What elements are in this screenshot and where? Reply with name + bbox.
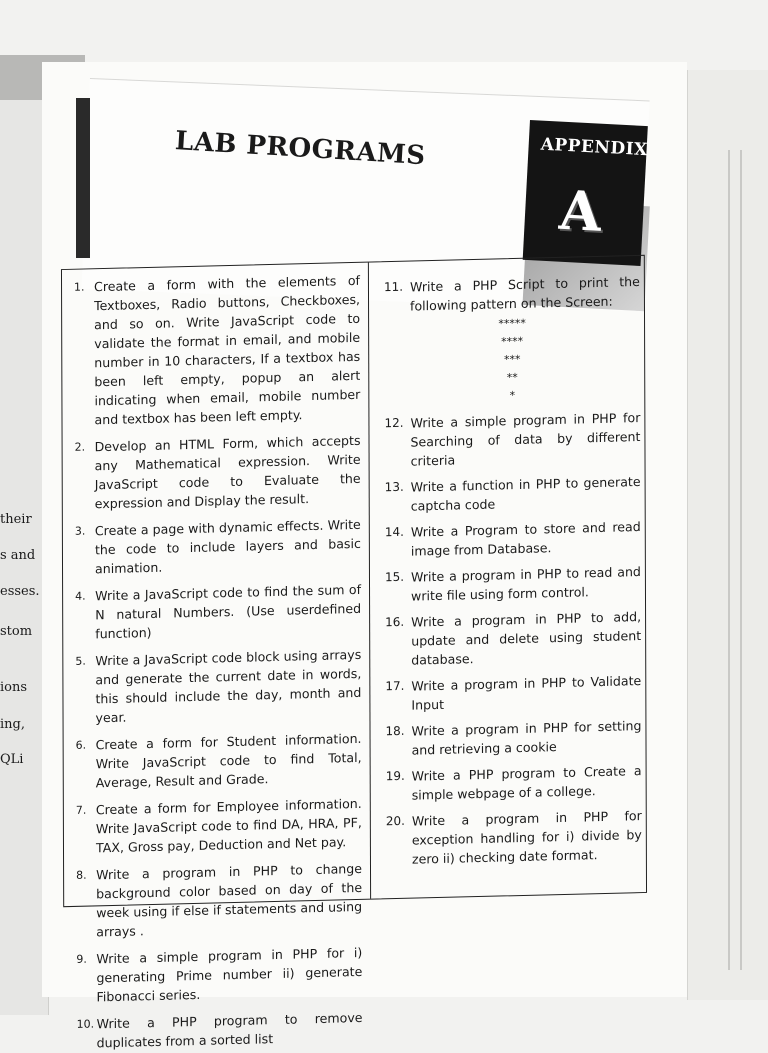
item-text: Write a JavaScript code to find the sum of N natural Numbers. (Use userdefined function): [95, 581, 362, 642]
list-item: [385, 472, 641, 516]
item-text: Write a program in PHP to add, update and delete using student database.: [411, 608, 642, 668]
item-number: 16.: [385, 614, 405, 630]
list-item: [385, 716, 641, 760]
list-item: [75, 431, 361, 514]
right-column: [370, 256, 646, 899]
list-item: [75, 515, 361, 579]
item-text: Create a page with dynamic effects. Write the code to include layers and basic animation.: [94, 516, 361, 577]
item-text: Create a form with the elements of Textboxes, Radio buttons, Checkboxes, and so on. Write JavaScript code to validate the format in email, and mobile number in 10 characters, If a textbox has been left empty, popup an alert indicating when email, mobile number and textbox has been left empty.: [94, 272, 361, 428]
star-pattern: [384, 312, 640, 408]
item-number: 5.: [75, 654, 86, 668]
list-item: [75, 645, 361, 728]
item-text: Write a program in PHP for exception handling for i) divide by zero ii) checking date format.: [411, 808, 642, 867]
list-item: [385, 607, 641, 670]
list-item: [386, 806, 642, 869]
list-item: [385, 562, 641, 606]
item-number: 10.: [76, 1017, 95, 1031]
item-number: 11.: [383, 279, 404, 295]
left-page-fragment: their: [0, 512, 32, 527]
list-item: [386, 761, 642, 805]
page-title: LAB PROGRAMS: [174, 126, 427, 172]
list-item: [384, 272, 640, 316]
left-column: [62, 263, 370, 1051]
left-page-fragment: ing,: [0, 717, 25, 732]
list-item: [384, 408, 640, 471]
left-page-fragment: ions: [0, 680, 28, 695]
item-number: 18.: [385, 723, 405, 739]
item-text: Write a PHP program to remove duplicates from a sorted list: [96, 1009, 363, 1051]
item-number: 3.: [74, 524, 86, 538]
header-accent: [76, 98, 90, 258]
lab-programs-box: [61, 255, 647, 1051]
list-item: [76, 794, 362, 858]
list-item: [76, 729, 362, 793]
item-text: Write a program in PHP to Validate Input: [411, 673, 642, 713]
item-text: Write a program in PHP for setting and retrieving a cookie: [411, 718, 642, 758]
item-number: 1.: [74, 280, 85, 294]
item-text: Create a form for Student information. Write JavaScript code to find Total, Average, Result and Grade.: [95, 730, 362, 791]
item-text: Write a simple program in PHP for Searching of data by different criteria: [410, 409, 641, 469]
page-edge-line: [740, 150, 742, 970]
item-number: 9.: [76, 952, 87, 966]
item-text: Write a simple program in PHP for i) generating Prime number ii) generate Fibonacci series.: [96, 944, 363, 1005]
pattern-row: ***: [503, 352, 521, 367]
item-number: 20.: [385, 813, 405, 829]
list-item: [76, 943, 362, 1007]
left-page-fragment: stom: [0, 624, 33, 639]
item-text: Write a Program to store and read image from Database.: [410, 518, 641, 559]
page-edge-line: [728, 150, 730, 970]
appendix-badge: [523, 120, 648, 266]
pattern-row: ****: [501, 334, 524, 349]
item-text: Develop an HTML Form, which accepts any Mathematical expression. Write JavaScript code to Evaluate the expression and Display the result.: [94, 432, 361, 512]
item-text: Write a function in PHP to generate captcha code: [410, 473, 641, 514]
item-number: 8.: [76, 868, 87, 882]
left-page-fragment: QLi: [0, 752, 24, 767]
page-edges: [687, 70, 768, 1000]
left-page-fragment: s and: [0, 548, 36, 563]
item-number: 14.: [384, 524, 404, 540]
list-item: [76, 859, 362, 942]
item-number: 2.: [74, 440, 86, 454]
pattern-row: *: [509, 389, 516, 403]
item-text: Write a PHP program to Create a simple webpage of a college.: [411, 763, 642, 803]
item-number: 17.: [385, 678, 405, 694]
item-text: Write a program in PHP to read and write file using form control.: [410, 563, 641, 604]
item-number: 15.: [384, 569, 405, 585]
list-item: [75, 580, 361, 644]
item-number: 19.: [385, 768, 405, 784]
item-number: 6.: [75, 738, 87, 752]
item-text: Write a PHP Script to print the following pattern on the Screen:: [409, 273, 640, 314]
pattern-row: **: [506, 370, 518, 385]
list-item: [77, 1008, 363, 1053]
item-text: Write a JavaScript code block using arrays and generate the current date in words, this should include the day, month and year.: [95, 646, 362, 726]
left-page-fragment: esses.: [0, 584, 40, 599]
item-number: 13.: [384, 479, 404, 495]
appendix-letter: A: [557, 177, 603, 244]
item-number: 12.: [384, 415, 404, 431]
appendix-label: APPENDIX: [540, 134, 649, 161]
pattern-row: *****: [498, 316, 526, 331]
item-number: 7.: [75, 803, 87, 817]
item-text: Create a form for Employee information. Write JavaScript code to find DA, HRA, PF, TAX, Gross pay, Deduction and Net pay.: [95, 795, 362, 856]
item-text: Write a program in PHP to change background color based on day of the week using if else if statements and using arrays .: [96, 860, 363, 940]
list-item: [385, 671, 641, 715]
list-item: [74, 271, 360, 430]
list-item: [385, 517, 641, 561]
item-number: 4.: [75, 589, 86, 603]
